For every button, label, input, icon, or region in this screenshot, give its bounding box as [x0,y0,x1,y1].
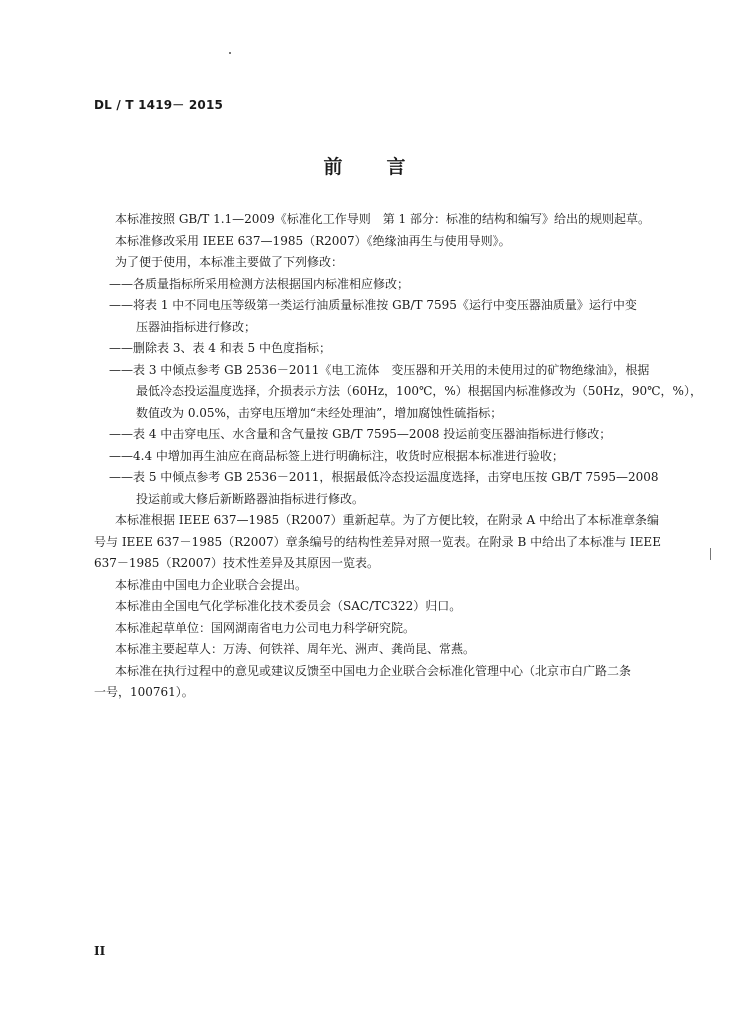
paragraph-line: 号与 IEEE 637－1985（R2007）章条编号的结构性差异对照一览表。在附录 B 中给出了本标准与 IEEE [94,534,661,549]
list-item [94,295,660,338]
list-item-line: ——表 4 中击穿电压、水含量和含气量按 GB/T 7595—2008 投运前变压器油指标进行修改； [109,427,612,441]
page-title: 前言 [323,156,450,178]
paragraph: 本标准按照 GB/T 1.1—2009《标准化工作导则 第 1 部分：标准的结构和编写》给出的规则起草。 [115,212,650,226]
paragraph-line: 一号，100761）。 [94,685,194,699]
list-item [94,274,660,296]
paragraph: 本标准由全国电气化学标准化技术委员会（SAC/TC322）归口。 [115,599,462,613]
modification-list [94,274,702,511]
list-item [94,467,660,510]
paragraph [94,510,660,575]
paragraph-line: 本标准根据 IEEE 637—1985（R2007）重新起草。为了方便比较，在附录 A 中给出了本标准章条编 [115,513,659,527]
list-item [94,338,660,360]
list-item-line: 数值改为 0.05%，击穿电压增加“未经处理油”，增加腐蚀性硫指标； [136,405,503,420]
list-item [94,424,660,446]
list-item-line: ——4.4 中增加再生油应在商品标签上进行明确标注，收货时应根据本标准进行验收； [109,448,564,463]
paragraph: 本标准修改采用 IEEE 637—1985（R2007）《绝缘油再生与使用导则》。 [115,233,511,248]
paragraph: 本标准由中国电力企业联合会提出。 [115,577,308,592]
paragraph: 为了便于使用，本标准主要做了下列修改： [115,255,344,269]
list-item-line: ——表 5 中倾点参考 GB 2536－2011，根据最低冷态投运温度选择，击穿电压按 GB/T 7595—2008 [109,470,659,484]
list-item-line: 最低冷态投运温度选择，介损表示方法（60Hz，100℃，%）根据国内标准修改为（50Hz，90℃，%）， [136,384,702,398]
scan-speck [710,548,711,560]
list-item-line: 压器油指标进行修改； [136,319,257,334]
paragraph: 本标准起草单位：国网湖南省电力公司电力科学研究院。 [115,620,416,635]
standard-code: DL / T 1419－ 2015 [94,98,224,112]
list-item-line: ——表 3 中倾点参考 GB 2536－2011《电工流体 变压器和开关用的未使用过的矿物绝缘油》，根据 [109,362,650,377]
list-item-line: ——将表 1 中不同电压等级第一类运行油质量标准按 GB/T 7595《运行中变压器油质量》运行中变 [109,298,637,312]
list-item-line: 投运前或大修后新断路器油指标进行修改。 [136,491,365,506]
scan-speck [229,52,231,54]
paragraph: 本标准主要起草人：万涛、何铁祥、周年光、洲声、龚尚昆、常燕。 [115,642,476,656]
page-number: II [94,944,106,958]
document-body [94,209,702,704]
paragraph-line: 637－1985（R2007）技术性差异及其原因一览表。 [94,556,380,570]
list-item [94,360,702,425]
list-item [94,446,660,468]
paragraph [94,661,660,704]
list-item-line: ——删除表 3、表 4 和表 5 中色度指标； [109,341,331,355]
paragraph-line: 本标准在执行过程中的意见或建议反馈至中国电力企业联合会标准化管理中心（北京市白广路二条 [115,663,632,678]
list-item-line: ——各质量指标所采用检测方法根据国内标准相应修改； [109,276,410,291]
